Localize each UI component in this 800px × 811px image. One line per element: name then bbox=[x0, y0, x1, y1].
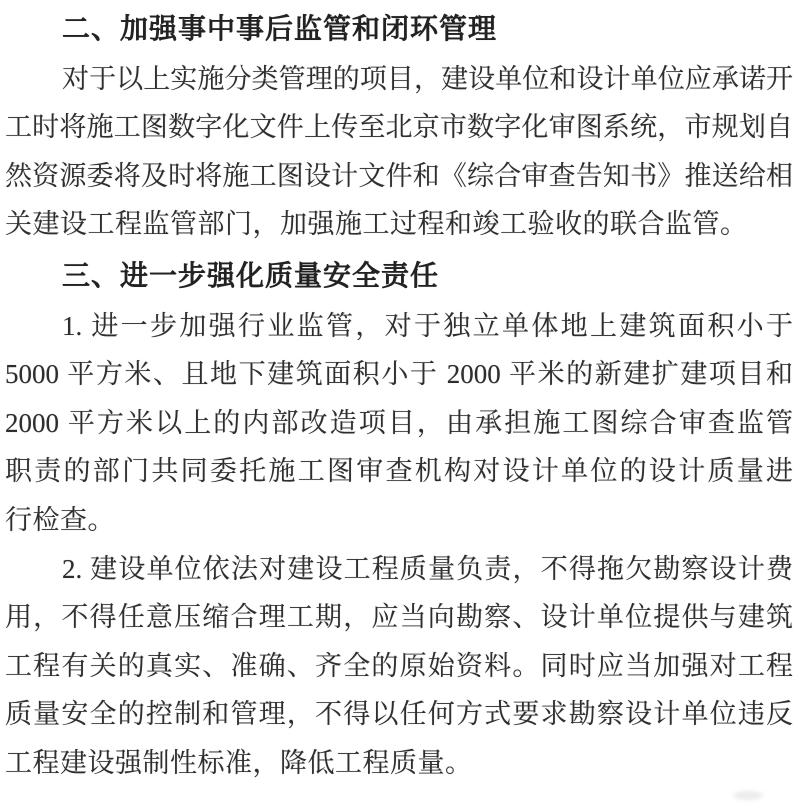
text-line: 工时将施工图数字化文件上传至北京市数字化审图系统，市规划自 bbox=[5, 112, 793, 143]
text-line: 工程建设强制性标准，降低工程质量。 bbox=[5, 747, 473, 778]
document-body bbox=[5, 6, 793, 788]
text-line: 行检查。 bbox=[5, 504, 115, 535]
text-line: 职责的部门共同委托施工图审查机构对设计单位的设计质量进 bbox=[5, 456, 793, 487]
text-line: 1. 进一步加强行业监管，对于独立单体地上建筑面积小于 bbox=[62, 310, 793, 341]
text-line: 2. 建设单位依法对建设工程质量负责，不得拖欠勘察设计费 bbox=[62, 553, 793, 584]
section-heading: 二、加强事中事后监管和闭环管理 bbox=[62, 13, 498, 44]
text-line: 然资源委将及时将施工图设计文件和《综合审查告知书》推送给相 bbox=[5, 160, 793, 191]
text-line: 2000 平方米以上的内部改造项目，由承担施工图综合审查监管 bbox=[5, 407, 793, 438]
text-line: 质量安全的控制和管理，不得以任何方式要求勘察设计单位违反 bbox=[5, 699, 793, 730]
text-line: 工程有关的真实、准确、齐全的原始资料。同时应当加强对工程 bbox=[5, 650, 793, 681]
text-line: 5000 平方米、且地下建筑面积小于 2000 平米的新建扩建项目和 bbox=[5, 359, 793, 390]
text-line: 关建设工程监管部门，加强施工过程和竣工验收的联合监管。 bbox=[5, 209, 748, 240]
section-heading: 三、进一步强化质量安全责任 bbox=[62, 259, 440, 291]
text-line: 用，不得任意压缩合理工期，应当向勘察、设计单位提供与建筑 bbox=[5, 602, 793, 633]
scan-artifact bbox=[733, 791, 763, 800]
text-line: 对于以上实施分类管理的项目，建设单位和设计单位应承诺开 bbox=[62, 63, 793, 94]
